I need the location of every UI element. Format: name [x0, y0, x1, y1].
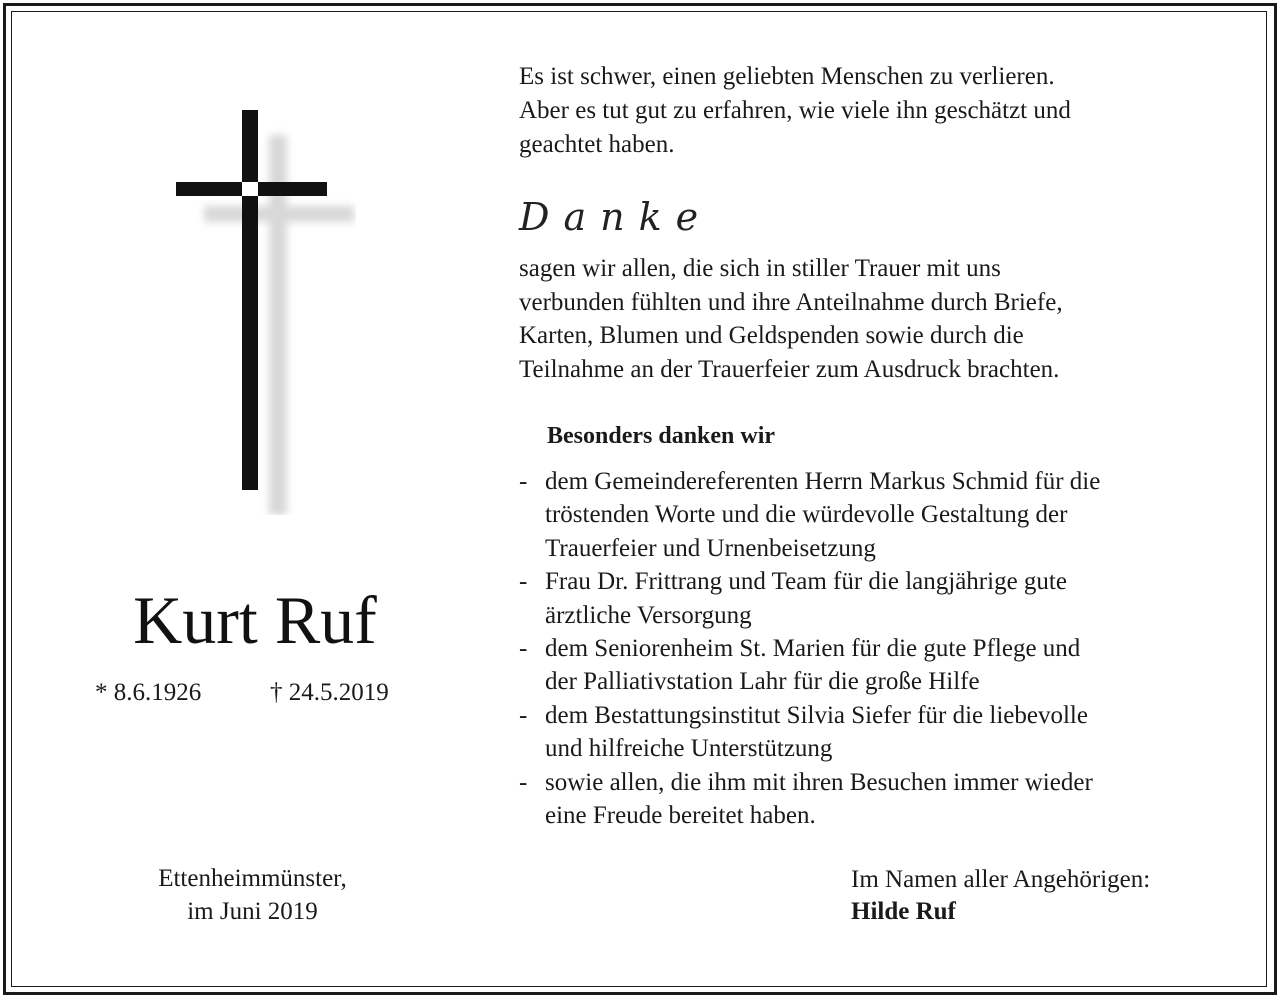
- thanks-line: Karten, Blumen und Geldspenden sowie durch die: [519, 322, 1024, 349]
- special-thanks-heading: Besonders danken wir: [547, 423, 776, 449]
- list-line: der Palliativstation Lahr für die große Hilfe: [545, 668, 980, 696]
- dash-bullet: -: [519, 635, 528, 663]
- signature-block: [851, 864, 1251, 928]
- date-line: im Juni 2019: [187, 898, 318, 925]
- dash-bullet: -: [519, 768, 528, 796]
- signer-name: Hilde Ruf: [851, 898, 956, 925]
- cross-icon: [176, 110, 356, 515]
- thanks-line: Teilnahme an der Trauerfeier zum Ausdruck brachten.: [519, 355, 1060, 383]
- thanks-line: verbunden fühlten und ihre Anteilnahme durch Briefe,: [519, 288, 1063, 316]
- cross-svg: [176, 110, 356, 515]
- list-line: sowie allen, die ihm mit ihren Besuchen immer wieder: [545, 768, 1093, 796]
- list-line: tröstenden Worte und die würdevolle Gestaltung der: [545, 501, 1068, 529]
- dash-bullet: -: [519, 568, 528, 596]
- intro-line: Aber es tut gut zu erfahren, wie viele ihn geschätzt und: [519, 97, 1071, 124]
- thanks-line: sagen wir allen, die sich in stiller Trauer mit uns: [519, 255, 1001, 282]
- list-item: [519, 699, 1239, 766]
- list-line: eine Freude bereitet haben.: [545, 802, 816, 830]
- list-line: dem Gemeindereferenten Herrn Markus Schmid für die: [545, 468, 1101, 495]
- thanks-text: [519, 252, 1239, 386]
- list-line: Trauerfeier und Urnenbeisetzung: [545, 534, 876, 562]
- intro-text: [519, 60, 1239, 162]
- list-line: dem Seniorenheim St. Marien für die gute Pflege und: [545, 635, 1081, 663]
- list-item: [519, 766, 1239, 833]
- deceased-name: Kurt Ruf: [133, 582, 377, 658]
- place-date: [60, 862, 445, 928]
- signature-intro: Im Namen aller Angehörigen:: [851, 866, 1151, 893]
- list-item: [519, 565, 1239, 632]
- special-thanks-list: [519, 465, 1239, 832]
- birth-date: * 8.6.1926: [95, 679, 202, 706]
- place-line: Ettenheimmünster,: [158, 865, 347, 892]
- list-line: Frau Dr. Frittrang und Team für die langjährige gute: [545, 568, 1067, 596]
- dash-bullet: -: [519, 468, 528, 495]
- list-line: ärztliche Versorgung: [545, 601, 752, 629]
- cross-shape: [176, 110, 327, 490]
- intro-line: Es ist schwer, einen geliebten Menschen zu verlieren.: [519, 63, 1055, 90]
- intro-line: geachtet haben.: [519, 131, 675, 158]
- death-date: † 24.5.2019: [270, 679, 389, 706]
- list-line: dem Bestattungsinstitut Silvia Siefer für die liebevolle: [545, 701, 1088, 729]
- danke-heading: Danke: [519, 195, 713, 239]
- list-item: [519, 465, 1239, 565]
- dash-bullet: -: [519, 701, 528, 729]
- list-item: [519, 632, 1239, 699]
- list-line: und hilfreiche Unterstützung: [545, 735, 833, 763]
